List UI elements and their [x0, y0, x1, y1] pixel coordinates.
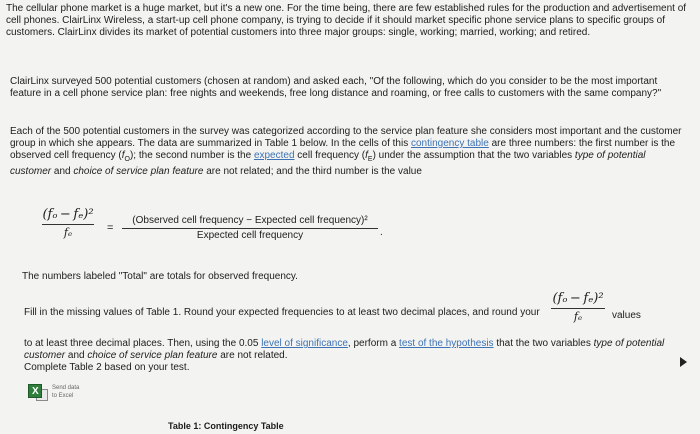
lhs-fraction	[42, 207, 94, 240]
survey-paragraph: ClairLinx surveyed 500 potential customers (chosen at random) and asked each, "Of the following, which do you consider to be the most important feature in a cell phone service plan: free nights and weekends, free long distance and roaming, or free calls to customers with the same company?"	[10, 76, 662, 99]
complete-table-2-line: Complete Table 2 based on your test.	[24, 362, 190, 373]
table-1-title: Table 1: Contingency Table	[168, 421, 284, 431]
totals-note: The numbers labeled "Total" are totals for observed frequency.	[22, 271, 298, 282]
equals-sign: =	[107, 222, 114, 234]
text-segment: , perform a	[347, 338, 400, 349]
fraction-bar	[42, 224, 94, 225]
fo-symbol: f	[121, 150, 125, 161]
fraction-bar	[551, 308, 605, 309]
formula-period: .	[380, 227, 383, 238]
variable-name: type of potential customer	[10, 150, 646, 177]
mouse-cursor-icon	[680, 357, 687, 367]
fraction-bar	[122, 228, 378, 229]
send-label-line1: Send data	[52, 385, 80, 391]
intro-paragraph: The cellular phone market is a huge market, but it's a new one. For the time being, there are few established rules for the production and advertisement of cell phones. ClairLinx Wireless, a start-up cell phone company, is trying to decide if it should market specific phone service plans to specific groups of customers. ClairLinx divides its market of potential customers into three major groups: single, working; married, working; and retired.	[6, 3, 687, 38]
text-segment: ); the second number is the	[129, 150, 254, 161]
fe-symbol: f	[365, 150, 368, 161]
rhs-numerator: (Observed cell frequency − Expected cell frequency)²	[132, 215, 368, 226]
inline-denominator: fₑ	[573, 310, 583, 323]
send-label-line2: to Excel	[52, 393, 74, 399]
fe-subscript: E	[367, 156, 373, 163]
text-segment: and	[65, 350, 88, 361]
text-segment: ) under the assumption that the two variables	[372, 150, 575, 161]
categorization-paragraph	[10, 126, 688, 178]
text-segment: that the two variables	[493, 338, 594, 349]
inline-numerator: (fₒ − fₑ)²	[552, 291, 604, 306]
expected-link[interactable]: expected	[253, 150, 295, 161]
text-segment: are three numbers: the first number is the observed cell frequency (	[10, 138, 676, 161]
text-segment: cell frequency (	[294, 150, 366, 161]
inline-formula	[551, 291, 605, 323]
variable-name: type of potential customer	[24, 338, 665, 361]
fo-subscript: O	[124, 156, 130, 163]
text-segment: Each of the 500 potential customers in the survey was categorized according to the service plan feature she considers most important and the customer group in which she appears. The data are summarized in Table 1 below. In the cells of this	[10, 126, 682, 149]
send-to-excel-button[interactable]	[28, 384, 118, 406]
values-word: values	[612, 310, 641, 321]
level-of-significance-link[interactable]: level of significance	[261, 338, 348, 349]
test-of-hypothesis-link[interactable]: test of the hypothesis	[399, 338, 494, 349]
rhs-fraction	[122, 215, 378, 242]
text-segment: and	[51, 166, 74, 177]
send-to-excel-label	[52, 384, 79, 400]
variable-name: choice of service plan feature	[73, 166, 204, 177]
chi-square-formula	[34, 205, 414, 253]
lhs-numerator: (fₒ − fₑ)²	[42, 207, 94, 222]
fill-instructions: Fill in the missing values of Table 1. Round your expected frequencies to at least two decimal places, and round your	[24, 307, 540, 318]
variable-name: choice of service plan feature	[87, 350, 218, 361]
text-segment: are not related.	[217, 350, 288, 361]
text-segment: are not related; and the third number is the value	[203, 166, 422, 177]
excel-icon	[28, 384, 42, 398]
lhs-denominator: fₑ	[63, 226, 73, 239]
contingency-table-link[interactable]: contingency table	[410, 138, 489, 149]
text-segment: to at least three decimal places. Then, using the 0.05	[24, 338, 262, 349]
rhs-denominator: Expected cell frequency	[196, 230, 304, 241]
test-instructions	[24, 338, 674, 374]
